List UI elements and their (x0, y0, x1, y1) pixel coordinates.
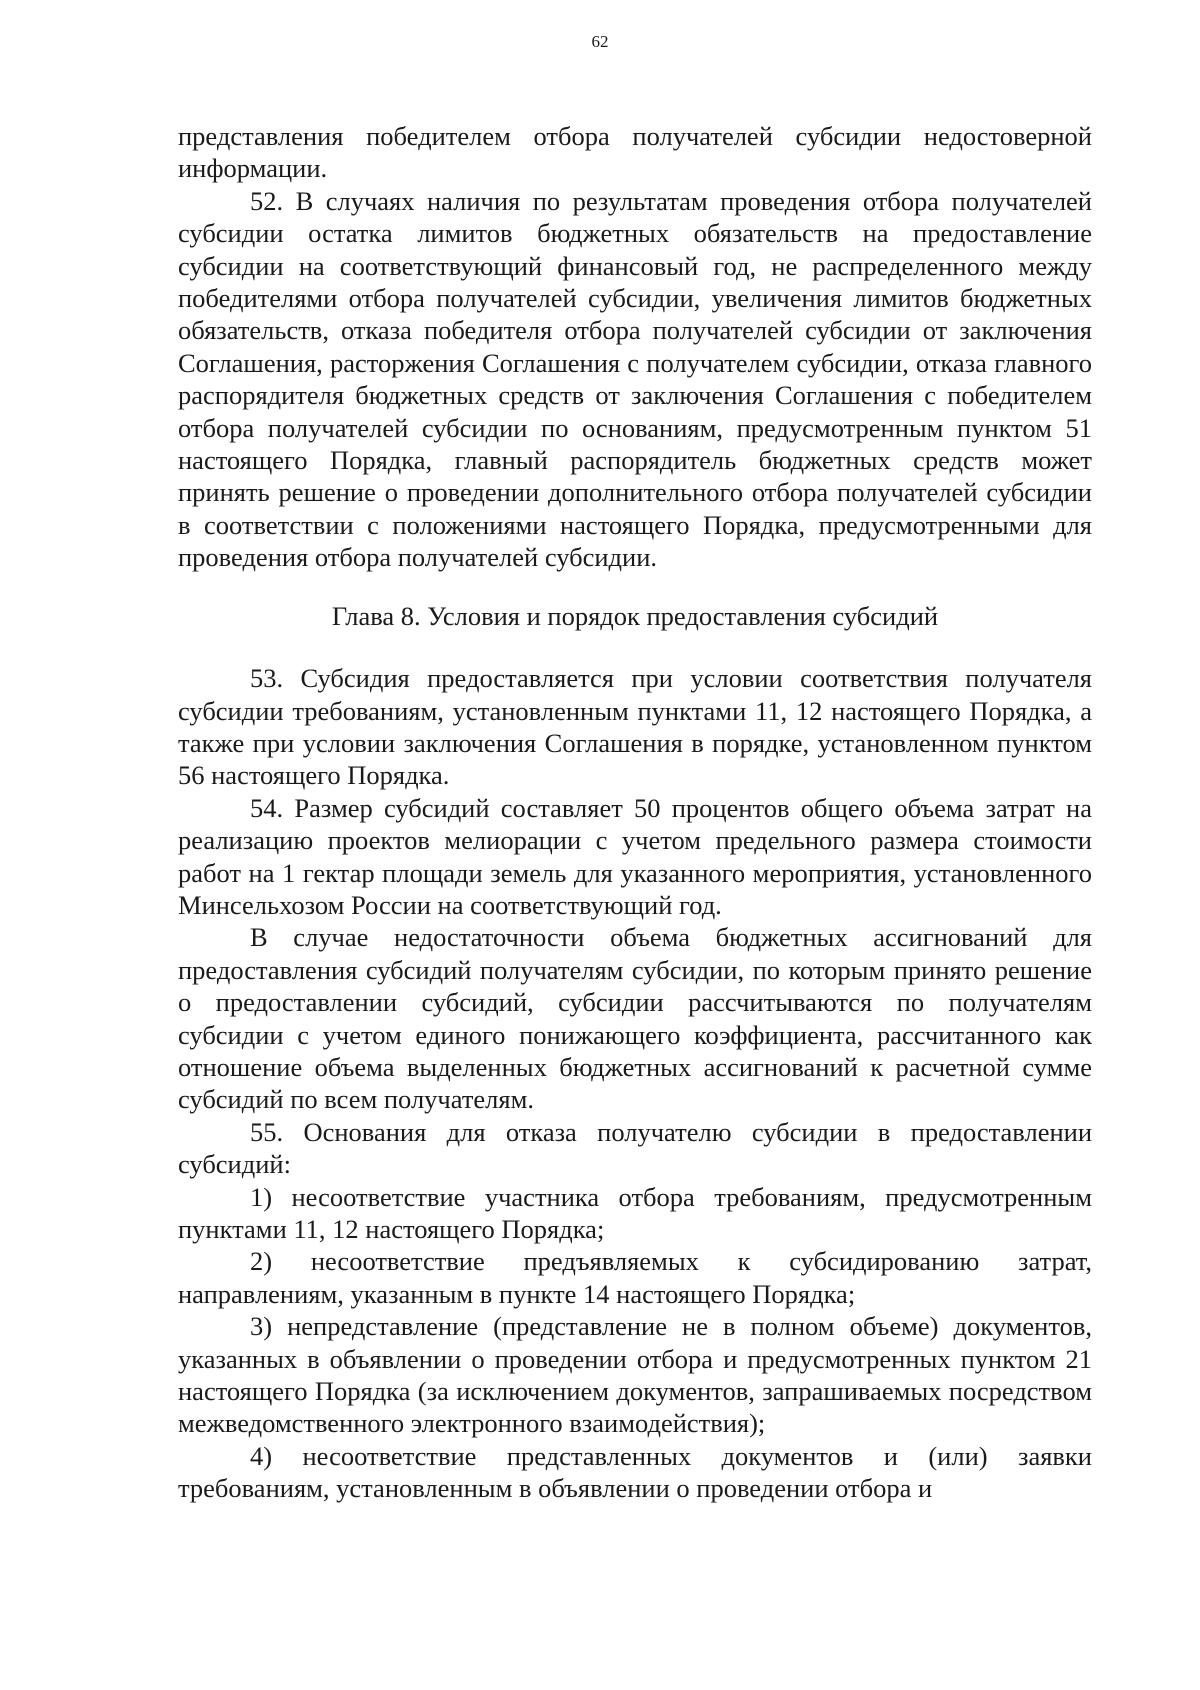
paragraph-55: 55. Основания для отказа получателю субсидии в предоставлении субсидий: (178, 1116, 1092, 1180)
chapter-8-heading: Глава 8. Условия и порядок предоставления субсидий (331, 600, 939, 631)
paragraph-intro-continuation: представления победителем отбора получателей субсидии недостоверной информации. (178, 121, 1092, 184)
paragraph-54: 54. Размер субсидий составляет 50 процентов общего объема затрат на реализацию проектов мелиорации с учетом предельного размера стоимости работ на 1 гектар площади земель для указанного мероприятия, установленного Минсельхозом России на соответствующий год. (178, 792, 1092, 920)
page-number: 62 (591, 32, 609, 51)
list-item-55-1: 1) несоответствие участника отбора требованиям, предусмотренным пунктами 11, 12 настоящего Порядка; (178, 1181, 1092, 1244)
paragraph-53: 53. Субсидия предоставляется при условии соответствия получателя субсидии требованиям, установленным пунктами 11, 12 настоящего Порядка, а также при условии заключения Соглашения в порядке, установленном пунктом 56 настоящего Порядка. (178, 663, 1092, 791)
paragraph-52: 52. В случаях наличия по результатам проведения отбора получателей субсидии остатка лимитов бюджетных обязательств на предоставление субсидии на соответствующий финансовый год, не распределенного между победителями отбора получателей субсидии, увеличения лимитов бюджетных обязательств, отказа победителя отбора получателей субсидии от заключения Соглашения, расторжения Соглашения с получателем субсидии, отказа главного распорядителя бюджетных средств от заключения Соглашения с победителем отбора получателей субсидии по основаниям, предусмотренным пунктом 51 настоящего Порядка, главный распорядитель бюджетных средств может принять решение о проведении дополнительного отбора получателей субсидии в соответствии с положениями настоящего Порядка, предусмотренными для проведения отбора получателей субсидии. (178, 185, 1092, 573)
list-item-55-4: 4) несоответствие представленных документов и (или) заявки требованиям, установленным в объявлении о проведении отбора и (178, 1440, 1092, 1504)
list-item-55-3: 3) непредставление (представление не в полном объеме) документов, указанных в объявлении о проведении отбора и предусмотренных пунктом 21 настоящего Порядка (за исключением документов, запрашиваемых посредством межведомственного электронного взаимодействия); (178, 1311, 1092, 1439)
list-item-55-2: 2) несоответствие предъявляемых к субсидированию затрат, направлениям, указанным в пункте 14 настоящего Порядка; (178, 1246, 1092, 1309)
paragraph-54-continuation: В случае недостаточности объема бюджетных ассигнований для предоставления субсидий получателям субсидии, по которым принято решение о предоставлении субсидий, субсидии рассчитываются по получателям субсидии с учетом единого понижающего коэффициента, рассчитанного как отношение объема выделенных бюджетных ассигнований к расчетной сумме субсидий по всем получателям. (178, 922, 1092, 1115)
document-body (178, 120, 1092, 1505)
